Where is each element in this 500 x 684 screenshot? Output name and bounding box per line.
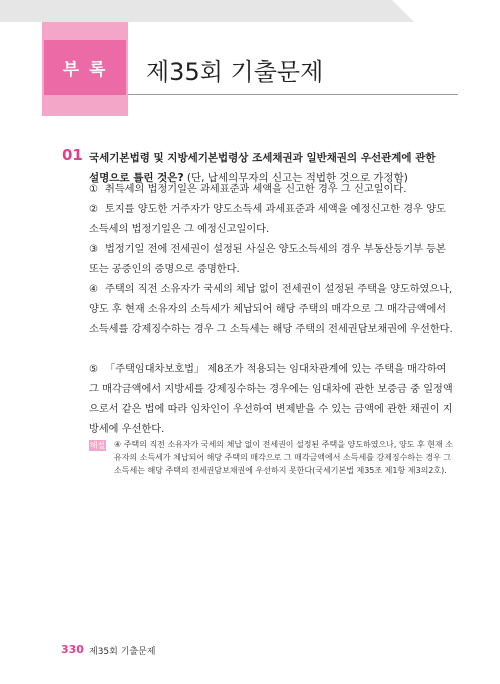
title-underline: [128, 94, 458, 95]
answer-option: [89, 200, 453, 240]
option-text: 법정기일 전에 전세권이 설정된 사실은 양도소득세의 경우 부동산등기부 등본 또는 공증인의 증명으로 증명한다.: [89, 244, 446, 275]
question-stem-bold: 국세기본법령 및 지방세기본법령상 조세채권과 일반채권의 우선관계에 관한 설명으로 틀린 것은?: [89, 152, 436, 184]
option-text: 토지를 양도한 거주자가 양도소득세 과세표준과 세액을 예정신고한 경우 양도소득세의 법정기일은 그 예정신고일이다.: [89, 204, 446, 235]
option-number: ①: [89, 184, 99, 195]
header-notch: [392, 0, 414, 22]
page-title: 제35회 기출문제: [146, 58, 324, 86]
option-number: ⑤: [89, 364, 99, 375]
answer-option: [89, 360, 453, 440]
explanation-badge: 해설: [89, 441, 106, 450]
option-text: 주택의 직전 소유자가 국세의 체납 없이 전세권이 설정된 주택을 양도하였으나, 양도 후 현재 소유자의 소득세가 체납되어 해당 주택의 매각으로 그 매각금액에서 소득세를 강제징수하는 경우 그 소득세는 해당 주택의 전세권담보채권에 우선한다.: [89, 284, 453, 335]
question-stem-note: (단, 납세의무자의 신고는 적법한 것으로 가정함): [183, 172, 408, 184]
option-number: ②: [89, 204, 99, 215]
option-text: 취득세의 법정기일은 과세표준과 세액을 신고한 경우 그 신고일이다.: [105, 184, 407, 195]
answer-option: [89, 240, 453, 280]
header-notch-fill: [414, 0, 500, 22]
answer-option: [89, 280, 453, 340]
option-text: 「주택임대차보호법」 제8조가 적용되는 임대차관계에 있는 주택을 매각하여 그 매각금액에서 지방세를 강제징수하는 경우에는 임대차에 관한 보증금 중 일정액으로서 같은 법에 따라 임차인이 우선하여 변제받을 수 있는 금액에 관한 채권이 지방세에 우선한다.: [89, 364, 453, 435]
option-number: ④: [89, 284, 99, 295]
explanation-text: ④ 주택의 직전 소유자가 국세의 체납 없이 전세권이 설정된 주택을 양도하였으나, 양도 후 현재 소유자의 소득세가 체납되어 해당 주택의 매각으로 그 매각금액에서 소득세를 강제징수하는 경우 그 소득세는 해당 주택의 전세권담보채권에 우선하지 못한다(국세기본법 제35조 제1항 제3의2호).: [114, 440, 453, 475]
answer-option: [89, 180, 453, 200]
footer-label: 제35회 기출문제: [89, 647, 156, 657]
page-number: 330: [61, 643, 84, 656]
appendix-badge: 부 록: [44, 40, 126, 95]
question-number: 01: [62, 146, 83, 164]
option-number: ③: [89, 244, 99, 255]
